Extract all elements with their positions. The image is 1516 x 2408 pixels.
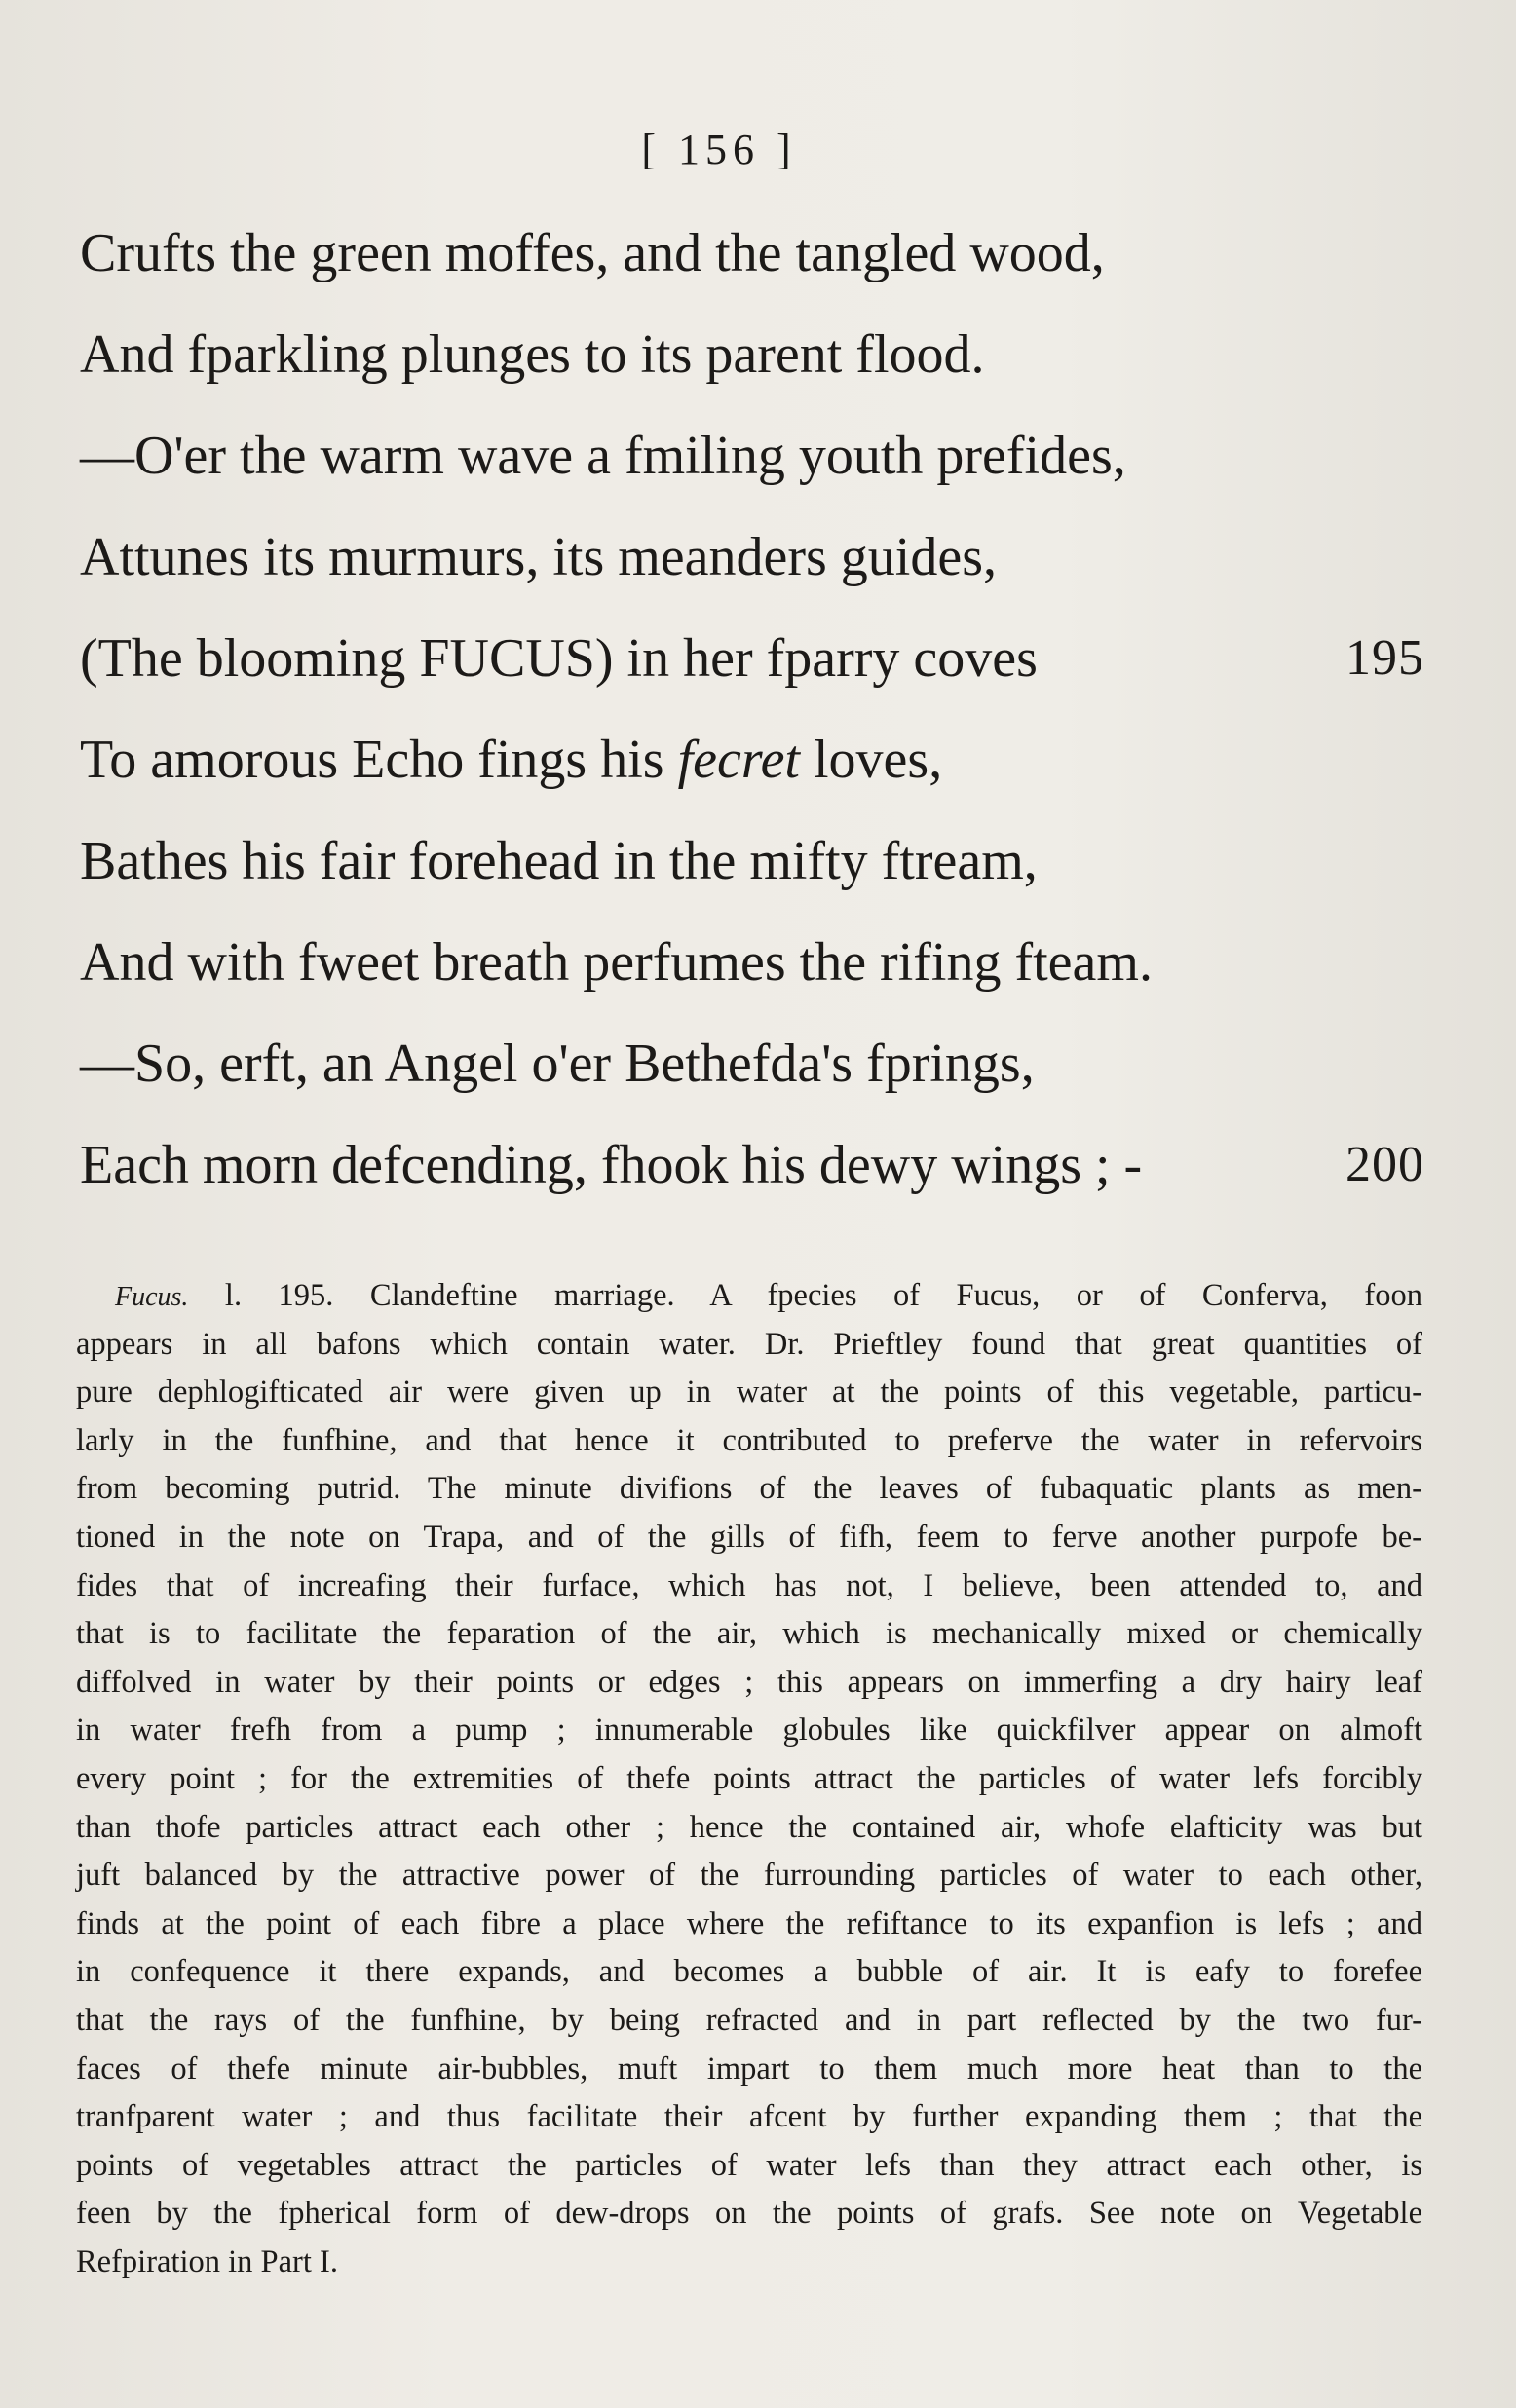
footnote-line: than thofe particles attract each other ; hence the contained air, whofe elafticity was but xyxy=(76,1809,1422,1845)
verse-line-text: And fparkling plunges to its parent flood. xyxy=(80,324,985,385)
footnote-line-text: l. 195. Clandeftine marriage. A fpecies of Fucus, or of Conferva, foon xyxy=(224,1278,1422,1313)
verse-italic-word: fecret xyxy=(677,730,800,790)
verse-line-text: —O'er the warm wave a fmiling youth prefides, xyxy=(80,426,1126,486)
footnote-line xyxy=(76,1272,1422,1321)
verse-line xyxy=(80,415,1424,516)
verse-line xyxy=(80,820,1424,922)
verse-line xyxy=(80,719,1424,820)
footnote-line: that is to facilitate the feparation of the air, which is mechanically mixed or chemically xyxy=(76,1616,1422,1652)
verse-line-text: loves, xyxy=(799,730,943,790)
footnote-line: diffolved in water by their points or edges ; this appears on immerfing a dry hairy leaf xyxy=(76,1664,1422,1700)
verse-line-text: Each morn defcending, fhook his dewy wings ; - xyxy=(80,1135,1143,1195)
footnote-line: pure dephlogifticated air were given up in water at the points of this vegetable, particu- xyxy=(76,1374,1422,1411)
footnote-line: that the rays of the funfhine, by being refracted and in part reflected by the two fur- xyxy=(76,2002,1422,2038)
footnote-lead: Fucus. xyxy=(115,1282,189,1312)
verse-line xyxy=(80,1124,1424,1225)
footnote-line: every point ; for the extremities of thefe points attract the particles of water lefs forcibly xyxy=(76,1760,1422,1796)
verse-line-text: Attunes its murmurs, its meanders guides, xyxy=(80,527,998,587)
footnote-line: appears in all bafons which contain water. Dr. Prieftley found that great quantities of xyxy=(76,1326,1422,1362)
verse-line xyxy=(80,922,1424,1023)
footnote-line: from becoming putrid. The minute divifions of the leaves of fubaquatic plants as men- xyxy=(76,1471,1422,1507)
footnote-line: larly in the funfhine, and that hence it contributed to preferve the water in refervoirs xyxy=(76,1422,1422,1458)
line-number: 195 xyxy=(1345,630,1424,686)
verse-line-text: And with fweet breath perfumes the rifing fteam. xyxy=(80,932,1153,993)
verse-line-text: To amorous Echo fings his xyxy=(80,730,678,790)
verse-line-text: Crufts the green moffes, and the tangled wood, xyxy=(80,223,1105,283)
footnote-line: finds at the point of each fibre a place where the refiftance to its expanfion is lefs ; and xyxy=(76,1905,1422,1941)
verse-block xyxy=(80,212,1424,1225)
verse-line-text: —So, erft, an Angel o'er Bethefda's fprings, xyxy=(80,1034,1035,1094)
footnote-line: tranfparent water ; and thus facilitate their afcent by further expanding them ; that the xyxy=(76,2099,1422,2135)
footnote-line: fides that of increafing their furface, which has not, I believe, been attended to, and xyxy=(76,1567,1422,1603)
verse-line-text: Bathes his fair forehead in the mifty ftream, xyxy=(80,831,1038,891)
footnote-line: Refpiration in Part I. xyxy=(76,2243,338,2279)
verse-line xyxy=(80,618,1424,719)
line-number: 200 xyxy=(1345,1137,1424,1192)
verse-line xyxy=(80,314,1424,415)
footnote-line: in water frefh from a pump ; innumerable globules like quickfilver appear on almoft xyxy=(76,1712,1422,1749)
verse-line xyxy=(80,516,1424,618)
footnote-line: tioned in the note on Trapa, and of the gills of fifh, feem to ferve another purpofe be- xyxy=(76,1519,1422,1555)
footnote-line: juft balanced by the attractive power of the furrounding particles of water to each other, xyxy=(76,1858,1422,1894)
footnote-line: points of vegetables attract the particles of water lefs than they attract each other, is xyxy=(76,2147,1422,2183)
footnote-line: faces of thefe minute air-bubbles, muft impart to them much more heat than to the xyxy=(76,2051,1422,2087)
footnote-line: feen by the fpherical form of dew-drops on the points of grafs. See note on Vegetable xyxy=(76,2196,1422,2232)
verse-line xyxy=(80,212,1424,314)
page-number: [ 156 ] xyxy=(641,126,797,173)
footnote-line: in confequence it there expands, and becomes a bubble of air. It is eafy to forefee xyxy=(76,1954,1422,1990)
footnote xyxy=(76,1272,1422,2286)
verse-line-text: (The blooming FUCUS) in her fparry coves xyxy=(80,628,1038,689)
verse-line xyxy=(80,1023,1424,1124)
